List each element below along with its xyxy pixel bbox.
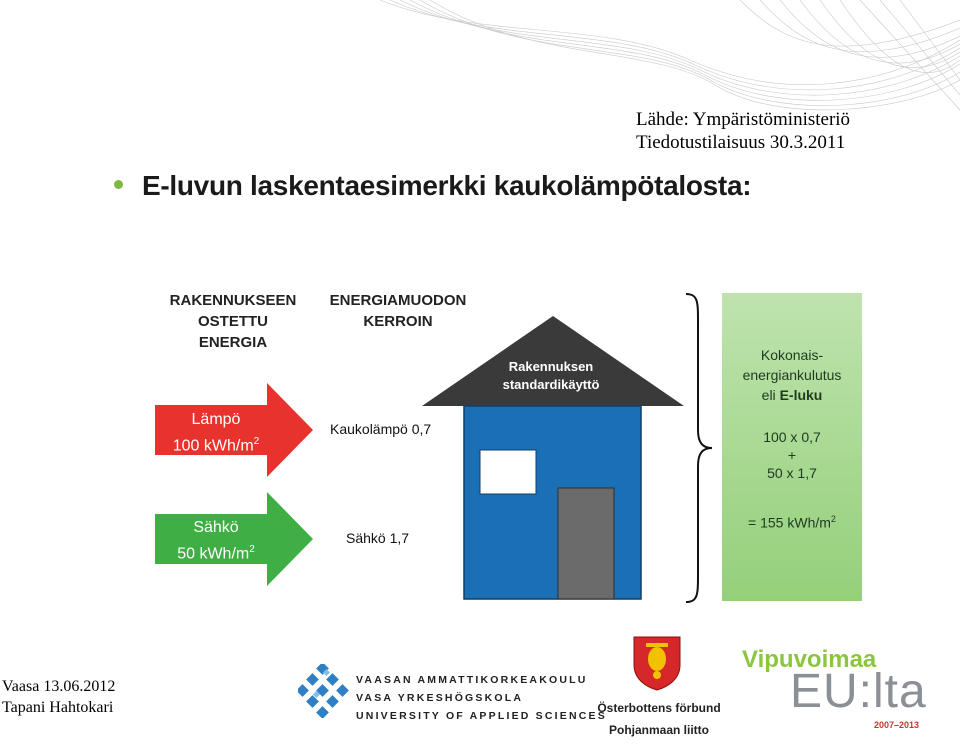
panel-title-line1: Kokonais- <box>760 347 824 363</box>
factor-district-heat: Kaukolämpö 0,7 <box>330 421 432 437</box>
footer-author-block <box>2 676 115 718</box>
panel-result-sup: 2 <box>830 514 836 524</box>
source-line-1: Lähde: Ympäristöministeriö <box>636 109 851 130</box>
arrow-heat-sup: 2 <box>253 436 260 447</box>
vamk-logo-text <box>356 671 607 725</box>
col2-line: ENERGIAMUODON <box>329 292 467 309</box>
panel-result-value: = 155 kWh/m <box>748 514 831 531</box>
arrow-electricity-line2 <box>160 539 272 565</box>
house-window <box>480 450 536 494</box>
arrow-heat-line2 <box>160 431 272 457</box>
arrow-electricity-sup: 2 <box>249 544 255 555</box>
arrow-electricity-value: 50 kWh/m <box>177 545 250 563</box>
house-door <box>558 488 614 599</box>
panel-title-line2: energiankulutus <box>742 367 842 383</box>
panel-eli: eli <box>761 387 780 403</box>
panel-plus: + <box>787 447 797 463</box>
roof-label-line1: Rakennuksen <box>508 359 594 374</box>
arrow-electricity-line1: Sähkö <box>193 519 239 536</box>
curly-brace <box>684 292 714 604</box>
arrow-heat-line1: Lämpö <box>191 411 241 428</box>
arrow-electricity-label <box>160 517 272 565</box>
slide-heading: E-luvun laskentaesimerkki kaukolämpötalosta: <box>142 170 752 201</box>
vamk-line1: VAASAN AMMATTIKORKEAKOULU <box>356 674 588 686</box>
osterbotten-text <box>594 697 724 741</box>
years-text: 2007–2013 <box>874 720 920 730</box>
arrow-heat-value: 100 kWh/m <box>172 437 254 455</box>
source-citation <box>636 108 850 154</box>
osterbotten-line1: Österbottens förbund <box>597 701 721 715</box>
roof-label <box>476 358 626 394</box>
vamk-line3: UNIVERSITY OF APPLIED SCIENCES <box>356 710 607 722</box>
vipuvoimaa-text: Vipuvoimaa <box>742 646 877 673</box>
panel-title-line3 <box>722 385 862 405</box>
source-line-2: Tiedotustilaisuus 30.3.2011 <box>636 132 846 153</box>
roof-label-line2: standardikäyttö <box>502 377 600 392</box>
panel-eluku: E-luku <box>779 387 823 403</box>
arrow-heat-label <box>160 409 272 457</box>
column-title-purchased-energy <box>158 290 308 353</box>
panel-calc2: 50 x 1,7 <box>767 465 817 481</box>
panel-result <box>722 509 862 533</box>
factor-electricity: Sähkö 1,7 <box>346 530 410 546</box>
footer-place-date: Vaasa 13.06.2012 <box>2 678 116 695</box>
col1-line: ENERGIA <box>198 334 268 351</box>
house-illustration <box>418 314 688 600</box>
decorative-swirl <box>360 0 960 115</box>
vamk-line2: VASA YRKESHÖGSKOLA <box>356 692 524 704</box>
bullet-dot <box>114 180 123 189</box>
panel-calc1: 100 x 0,7 <box>763 429 821 445</box>
panel-title <box>722 345 862 405</box>
col1-line: OSTETTU <box>198 313 268 330</box>
col2-line: KERROIN <box>363 313 433 330</box>
osterbotten-line2: Pohjanmaan liitto <box>608 723 709 737</box>
osterbotten-coat-of-arms-icon <box>632 635 682 691</box>
panel-calculation <box>722 427 862 483</box>
eulta-text: EU:lta <box>790 665 927 718</box>
vamk-logo-mark <box>298 664 350 718</box>
col1-line: RAKENNUKSEEN <box>169 292 297 309</box>
footer-author: Tapani Hahtokari <box>2 699 114 716</box>
